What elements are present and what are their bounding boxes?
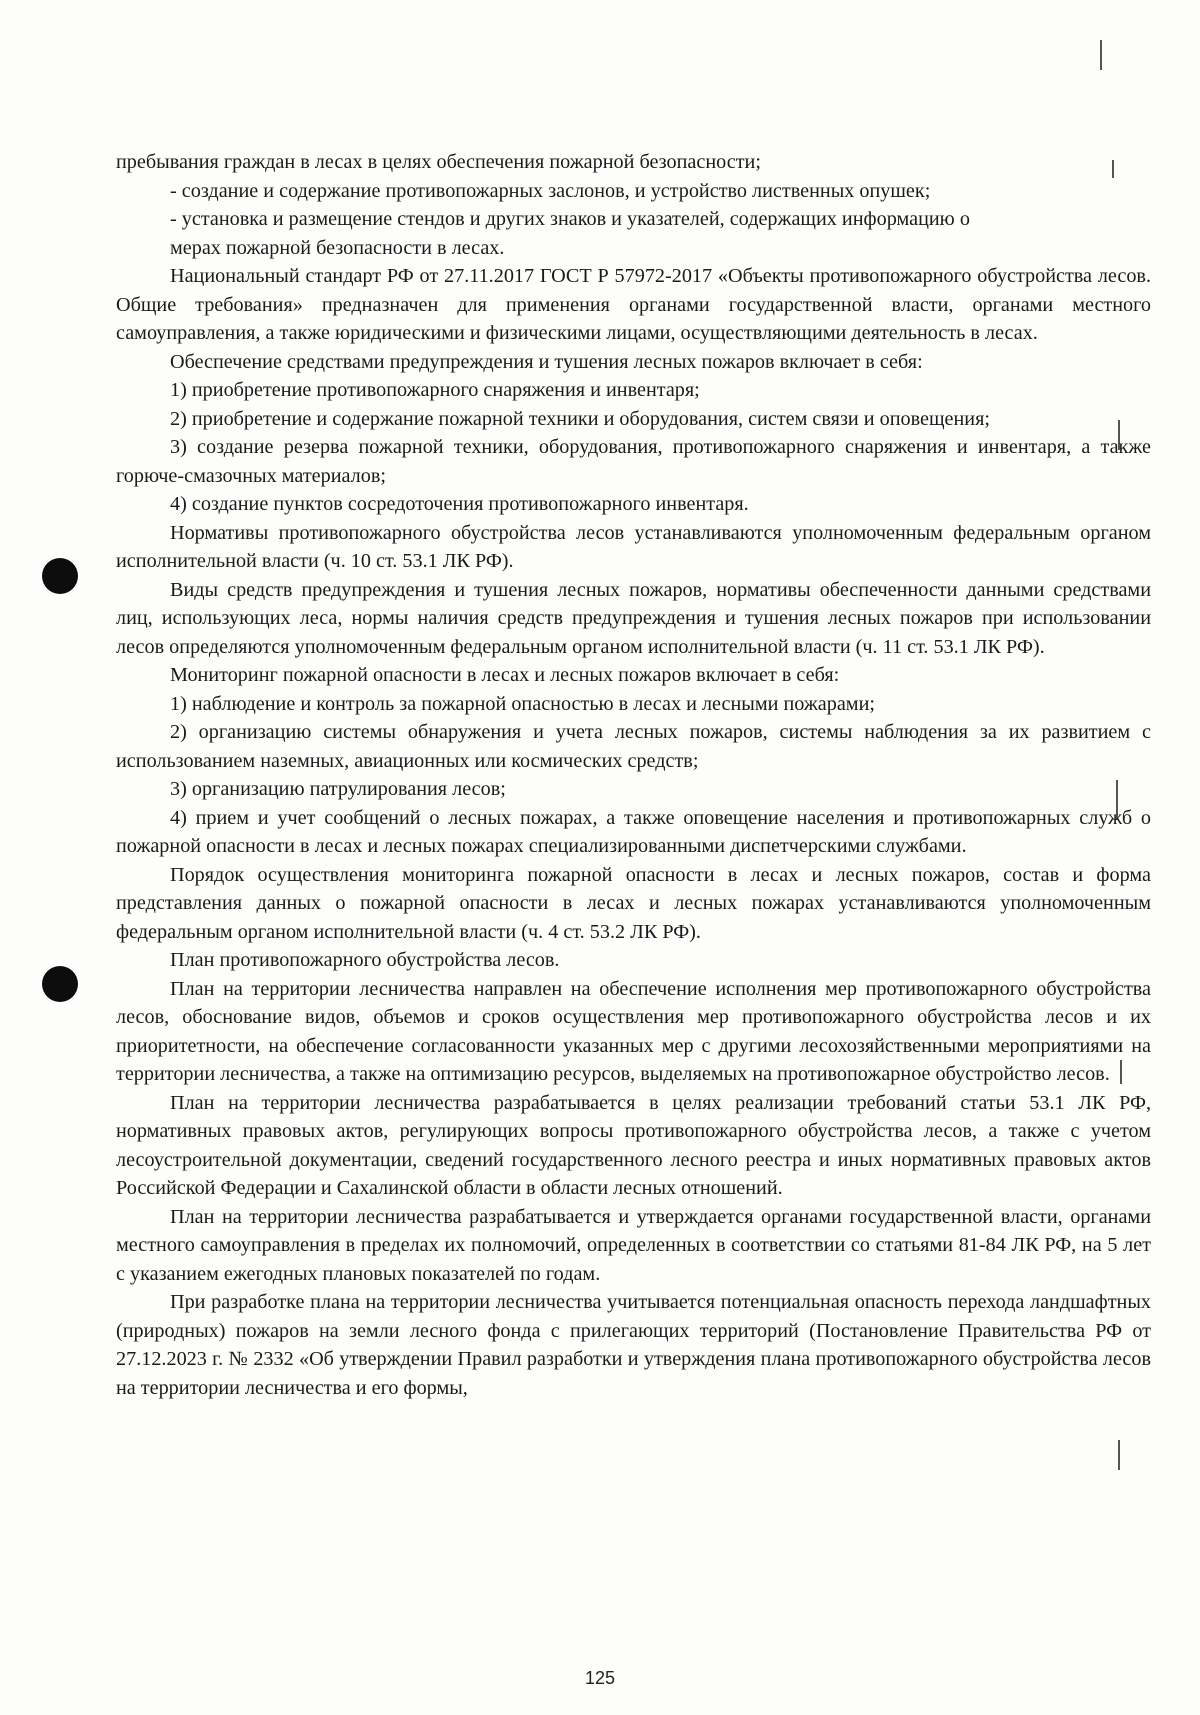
paragraph: Обеспечение средствами предупреждения и тушения лесных пожаров включает в себя: bbox=[170, 350, 923, 373]
paragraph: Порядок осуществления мониторинга пожарной опасности в лесах и лесных пожаров, состав и форма представления данных о пожарной опасности в лесах и лесных пожарах устанавливаются уполномоченным федеральным органом исполнительной власти (ч. 4 ст. 53.2 ЛК РФ). bbox=[116, 863, 1151, 943]
paragraph: 3) создание резерва пожарной техники, оборудования, противопожарного снаряжения и инвентаря, а также горюче-смазочных материалов; bbox=[116, 436, 1151, 487]
paragraph: План на территории лесничества разрабатывается и утверждается органами государственной власти, органами местного самоуправления в пределах их полномочий, определенных в соответствии со статьями 81-84 ЛК РФ, на 5 лет с указанием ежегодных плановых показателей по годам. bbox=[116, 1205, 1151, 1285]
paragraph: 1) приобретение противопожарного снаряжения и инвентаря; bbox=[170, 379, 700, 401]
paragraph: Виды средств предупреждения и тушения лесных пожаров, нормативы обеспеченности данными средствами лиц, использующих леса, нормы наличия средств предупреждения и тушения лесных пожаров при использовании лесов определяются уполномоченным федеральным органом исполнительной власти (ч. 11 ст. 53.1 ЛК РФ). bbox=[116, 578, 1151, 658]
paragraph: План противопожарного обустройства лесов. bbox=[170, 949, 560, 971]
paragraph: - установка и размещение стендов и других знаков и указателей, содержащих информацию о bbox=[170, 208, 970, 230]
paragraph: План на территории лесничества разрабатывается в целях реализации требований статьи 53.1 ЛК РФ, нормативных правовых актов, регулирующих вопросы противопожарного обустройства лесов, а также с учетом лесоустроительной документации, сведений государственного лесного реестра и иных нормативных правовых актов Российской Федерации и Сахалинской области в области лесных отношений. bbox=[116, 1091, 1151, 1199]
page-number: 125 bbox=[584, 1668, 616, 1688]
binder-hole-mark bbox=[42, 558, 78, 594]
paragraph: - создание и содержание противопожарных заслонов, и устройство лиственных опушек; bbox=[170, 179, 931, 202]
paragraph: 2) приобретение и содержание пожарной техники и оборудования, систем связи и оповещения; bbox=[170, 407, 990, 430]
paragraph: мерах пожарной безопасности в лесах. bbox=[170, 236, 505, 259]
scan-noise bbox=[1100, 40, 1102, 70]
scan-noise bbox=[1118, 1440, 1120, 1470]
paragraph: 2) организацию системы обнаружения и учета лесных пожаров, системы наблюдения за их развитием с использованием наземных, авиационных или космических средств; bbox=[116, 721, 1151, 772]
paragraph: 4) создание пунктов сосредоточения противопожарного инвентаря. bbox=[170, 493, 749, 515]
paragraph: 4) прием и учет сообщений о лесных пожарах, а также оповещение населения и противопожарных служб о пожарной опасности в лесах и лесных пожарах специализированными диспетчерскими службами. bbox=[116, 806, 1151, 857]
paragraph: 3) организацию патрулирования лесов; bbox=[170, 778, 506, 800]
paragraph: Нормативы противопожарного обустройства лесов устанавливаются уполномоченным федеральным органом исполнительной власти (ч. 10 ст. 53.1 ЛК РФ). bbox=[116, 521, 1151, 572]
paragraph: Национальный стандарт РФ от 27.11.2017 ГОСТ Р 57972-2017 «Объекты противопожарного обустройства лесов. Общие требования» предназначен для применения органами государственной власти, органами местного самоуправления, а также юридическими и физическими лицами, осуществляющими деятельность в лесах. bbox=[116, 265, 1151, 344]
paragraph: План на территории лесничества направлен на обеспечение исполнения мер противопожарного обустройства лесов, обоснование видов, объемов и сроков осуществления мер противопожарного обустройства лесов и их приоритетности, на обеспечение согласованности указанных мер с другими лесохозяйственными мероприятиями на территории лесничества, а также на оптимизацию ресурсов, выделяемых на противопожарное обустройство лесов. bbox=[116, 977, 1151, 1085]
paragraph: При разработке плана на территории лесничества учитывается потенциальная опасность перехода ландшафтных (природных) пожаров на земли лесного фонда с прилегающих территорий (Постановление Правительства РФ от 27.12.2023 г. № 2332 «Об утверждении Правил разработки и утверждения плана противопожарного обустройства лесов на территории лесничества и его формы, bbox=[116, 1291, 1151, 1399]
paragraph: Мониторинг пожарной опасности в лесах и лесных пожаров включает в себя: bbox=[170, 664, 840, 686]
paragraph: 1) наблюдение и контроль за пожарной опасностью в лесах и лесными пожарами; bbox=[170, 692, 875, 715]
document-body bbox=[116, 148, 1151, 1402]
binder-hole-mark bbox=[42, 966, 78, 1002]
paragraph: пребывания граждан в лесах в целях обеспечения пожарной безопасности; bbox=[116, 151, 761, 173]
